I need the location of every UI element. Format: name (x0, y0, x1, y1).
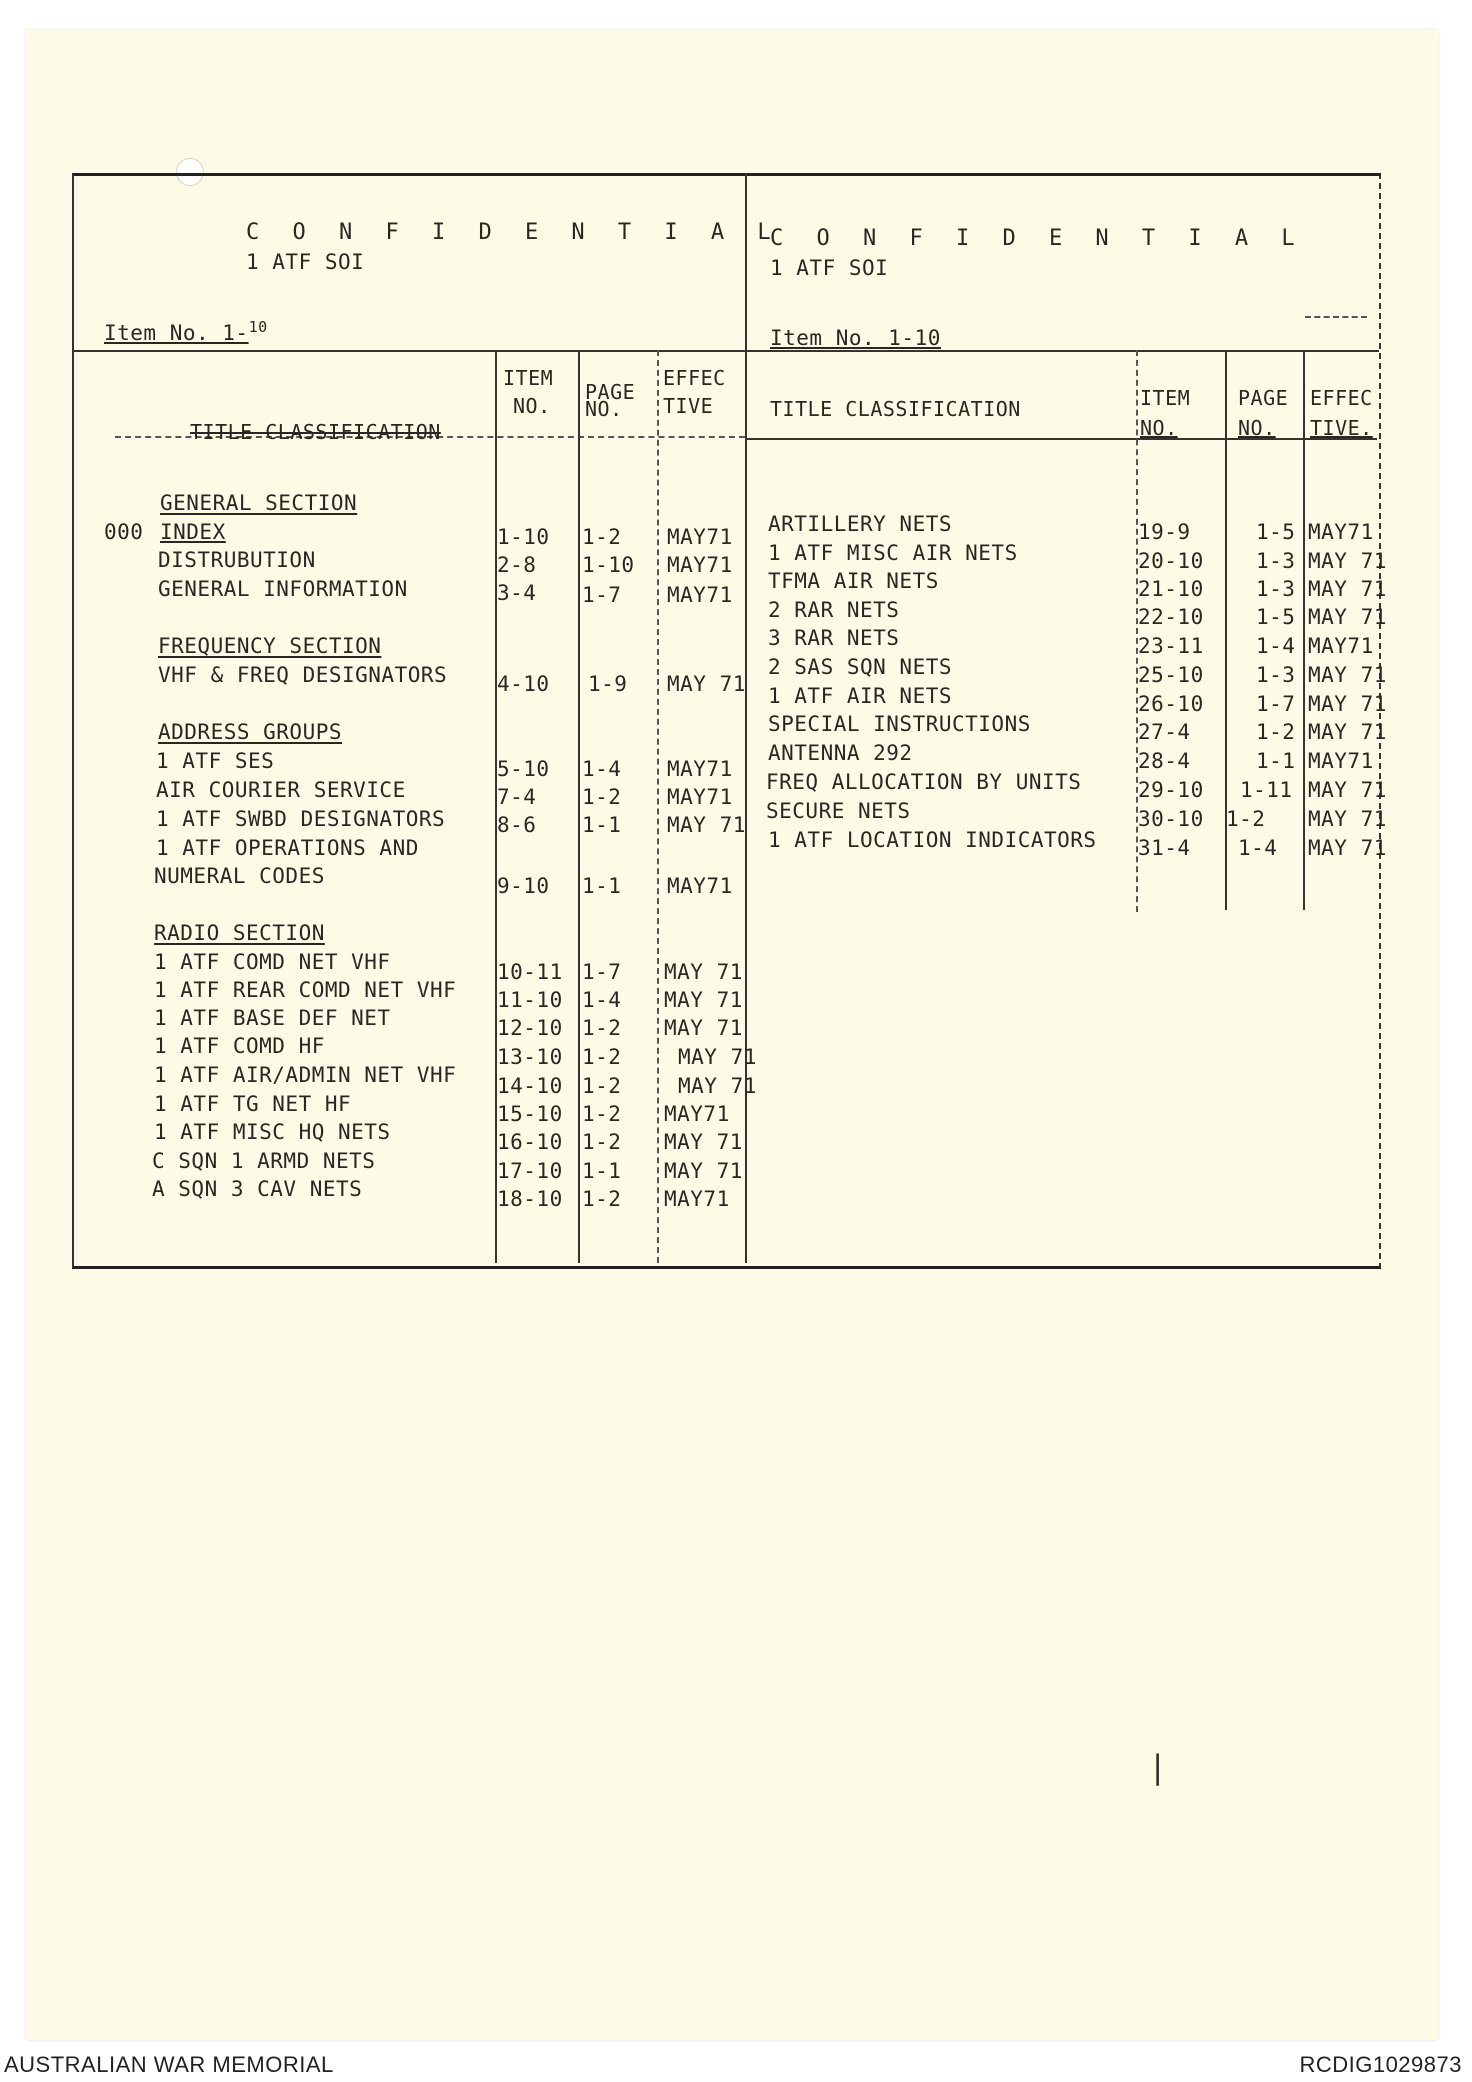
left-row-eff: MAY71 (667, 583, 733, 607)
left-row-page: 1-2 (582, 1074, 622, 1098)
item-number-left-sup: 10 (248, 318, 268, 336)
left-row-page: 1-7 (582, 960, 622, 984)
right-row-item: 29-10 (1138, 778, 1204, 802)
left-row-eff: MAY 71 (664, 1016, 743, 1040)
left-row-title: VHF & FREQ DESIGNATORS (158, 663, 448, 687)
right-row-item: 25-10 (1138, 663, 1204, 687)
right-row-title: SECURE NETS (766, 799, 911, 823)
unit-right: 1 ATF SOI (770, 256, 889, 280)
left-row-title: 1 ATF SES (156, 749, 275, 773)
section-general: GENERAL SECTION (160, 491, 358, 515)
item-number-right: Item No. 1-10 (770, 326, 941, 350)
left-row-title: 1 ATF OPERATIONS AND (156, 836, 419, 860)
left-row-title: 1 ATF MISC HQ NETS (154, 1120, 391, 1144)
left-row-page: 1-2 (582, 1187, 622, 1211)
left-row-eff: MAY 71 (667, 813, 746, 837)
right-row-page: 1-3 (1256, 577, 1296, 601)
right-row-item: 23-11 (1138, 634, 1204, 658)
left-row-item: 3-4 (497, 581, 537, 605)
left-row-item: 5-10 (497, 757, 550, 781)
left-row-eff: MAY 71 (678, 1045, 757, 1069)
right-row-eff: MAY 71 (1308, 778, 1387, 802)
left-row-title: INDEX (160, 520, 226, 544)
right-row-eff: MAY71 (1308, 520, 1374, 544)
right-row-item: 21-10 (1138, 577, 1204, 601)
right-row-title: FREQ ALLOCATION BY UNITS (766, 770, 1082, 794)
right-row-item: 26-10 (1138, 692, 1204, 716)
left-row-page: 1-2 (582, 1045, 622, 1069)
unit-left: 1 ATF SOI (246, 250, 365, 274)
col-eff-left-2: TIVE (663, 394, 714, 418)
left-row-item: 11-10 (497, 988, 563, 1012)
right-row-page: 1-5 (1256, 520, 1296, 544)
left-row-page: 1-1 (582, 1159, 622, 1183)
col-eff-right-2: TIVE. (1310, 416, 1373, 440)
right-row-title: TFMA AIR NETS (768, 569, 939, 593)
col-item-right-1: ITEM (1140, 386, 1191, 410)
header-dash-mark (1305, 316, 1367, 318)
col-eff-left-1: EFFEC (663, 366, 726, 390)
left-row-title: 1 ATF BASE DEF NET (154, 1006, 391, 1030)
right-row-eff: MAY 71 (1308, 692, 1387, 716)
header-rule-right (747, 350, 1379, 352)
left-row-item: 4-10 (497, 672, 550, 696)
col-item-right-2: NO. (1140, 416, 1178, 440)
left-row-item: 16-10 (497, 1130, 563, 1154)
footer-right: RCDIG1029873 (1299, 2052, 1462, 2077)
left-row-title: GENERAL INFORMATION (158, 577, 408, 601)
right-row-eff: MAY 71 (1308, 605, 1387, 629)
left-row-eff: MAY71 (664, 1187, 730, 1211)
left-row-page: 1-2 (582, 785, 622, 809)
pen-tick-mark: | (1148, 1748, 1168, 1786)
item-number-left-prefix: Item No. 1- (104, 321, 249, 345)
right-row-eff: MAY 71 (1308, 549, 1387, 573)
col-page-left-2: NO. (585, 397, 623, 421)
center-divider (745, 173, 747, 1263)
right-row-item: 30-10 (1138, 807, 1204, 831)
right-row-page: 1-3 (1256, 549, 1296, 573)
right-row-page: 1-11 (1240, 778, 1293, 802)
footer-left: AUSTRALIAN WAR MEMORIAL (4, 2052, 334, 2077)
right-row-eff: MAY 71 (1308, 720, 1387, 744)
col-page-right-1: PAGE (1238, 386, 1289, 410)
left-row-item: 18-10 (497, 1187, 563, 1211)
col-page-left-1: PAGE (585, 380, 636, 404)
left-row-eff: MAY71 (667, 525, 733, 549)
left-row-eff: MAY 71 (664, 988, 743, 1012)
left-row-title: 1 ATF AIR/ADMIN NET VHF (154, 1063, 457, 1087)
left-row-eff: MAY 71 (678, 1074, 757, 1098)
left-row-title: 1 ATF COMD HF (154, 1034, 325, 1058)
right-row-title: 1 ATF MISC AIR NETS (768, 541, 1018, 565)
right-row-title: 2 SAS SQN NETS (768, 655, 953, 679)
right-row-item: 28-4 (1138, 749, 1191, 773)
left-row-title: AIR COURIER SERVICE (156, 778, 406, 802)
column-header-rule-right (747, 438, 1377, 440)
left-row-item: 15-10 (497, 1102, 563, 1126)
left-row-title: 1 ATF REAR COMD NET VHF (154, 978, 457, 1002)
left-row-eff: MAY 71 (664, 960, 743, 984)
left-row-title: NUMERAL CODES (154, 864, 325, 888)
left-row-page: 1-1 (582, 813, 622, 837)
left-row-page: 1-4 (582, 757, 622, 781)
col-title-left: TITLE CLASSIFICATION (190, 420, 441, 444)
right-row-item: 22-10 (1138, 605, 1204, 629)
col-eff-right-1: EFFEC (1310, 386, 1373, 410)
right-row-eff: MAY71 (1308, 749, 1374, 773)
left-row-page: 1-1 (582, 874, 622, 898)
left-row-item: 14-10 (497, 1074, 563, 1098)
col-title-right: TITLE CLASSIFICATION (770, 397, 1021, 421)
right-row-title: SPECIAL INSTRUCTIONS (768, 712, 1031, 736)
right-row-eff: MAY 71 (1308, 663, 1387, 687)
left-row-item: 2-8 (497, 553, 537, 577)
left-row-item: 12-10 (497, 1016, 563, 1040)
left-row-page: 1-9 (588, 672, 628, 696)
left-row-item: 8-6 (497, 813, 537, 837)
right-row-page: 1-4 (1256, 634, 1296, 658)
left-row-prefix: 000 (104, 520, 144, 544)
left-row-title: A SQN 3 CAV NETS (152, 1177, 363, 1201)
header-rule-left (72, 350, 747, 352)
right-row-page: 1-1 (1256, 749, 1296, 773)
left-row-title: DISTRUBUTION (158, 548, 316, 572)
right-row-page: 1-4 (1238, 836, 1278, 860)
right-row-page: 1-3 (1256, 663, 1296, 687)
left-row-item: 9-10 (497, 874, 550, 898)
left-row-title: 1 ATF COMD NET VHF (154, 950, 391, 974)
right-row-item: 20-10 (1138, 549, 1204, 573)
classification-left: C O N F I D E N T I A L (246, 220, 781, 245)
right-row-item: 19-9 (1138, 520, 1191, 544)
right-row-item: 31-4 (1138, 836, 1191, 860)
left-row-title: C SQN 1 ARMD NETS (152, 1149, 376, 1173)
left-row-page: 1-4 (582, 988, 622, 1012)
left-row-eff: MAY71 (667, 874, 733, 898)
right-eff-divider (1303, 350, 1305, 910)
section-address: ADDRESS GROUPS (158, 720, 343, 744)
left-row-eff: MAY71 (667, 553, 733, 577)
right-row-title: 1 ATF AIR NETS (768, 684, 953, 708)
right-row-page: 1-7 (1256, 692, 1296, 716)
left-row-page: 1-10 (582, 553, 635, 577)
left-row-page: 1-2 (582, 1102, 622, 1126)
left-row-eff: MAY 71 (667, 672, 746, 696)
right-row-eff: MAY 71 (1308, 836, 1387, 860)
right-row-title: ANTENNA 292 (768, 741, 913, 765)
left-row-item: 13-10 (497, 1045, 563, 1069)
left-row-page: 1-2 (582, 525, 622, 549)
left-row-item: 10-11 (497, 960, 563, 984)
right-row-page: 1-2 (1226, 807, 1266, 831)
classification-right: C O N F I D E N T I A L (770, 226, 1305, 251)
right-row-eff: MAY 71 (1308, 807, 1387, 831)
left-row-title: 1 ATF SWBD DESIGNATORS (156, 807, 446, 831)
right-row-eff: MAY 71 (1308, 577, 1387, 601)
section-radio: RADIO SECTION (154, 921, 325, 945)
col-item-left-2: NO. (513, 394, 551, 418)
left-row-eff: MAY71 (667, 757, 733, 781)
left-row-item: 7-4 (497, 785, 537, 809)
right-row-title: ARTILLERY NETS (768, 512, 953, 536)
left-eff-divider (657, 350, 659, 1263)
left-row-page: 1-2 (582, 1130, 622, 1154)
right-row-page: 1-2 (1256, 720, 1296, 744)
left-row-page: 1-7 (582, 583, 622, 607)
right-row-title: 1 ATF LOCATION INDICATORS (768, 828, 1097, 852)
col-page-right-2: NO. (1238, 416, 1276, 440)
left-row-eff: MAY71 (664, 1102, 730, 1126)
right-row-eff: MAY71 (1308, 634, 1374, 658)
right-row-item: 27-4 (1138, 720, 1191, 744)
section-frequency: FREQUENCY SECTION (158, 634, 382, 658)
left-row-eff: MAY 71 (664, 1159, 743, 1183)
left-row-eff: MAY 71 (664, 1130, 743, 1154)
right-row-title: 3 RAR NETS (768, 626, 900, 650)
left-row-item: 1-10 (497, 525, 550, 549)
col-item-left-1: ITEM (503, 366, 554, 390)
left-row-page: 1-2 (582, 1016, 622, 1040)
left-row-title: 1 ATF TG NET HF (154, 1092, 352, 1116)
left-row-item: 17-10 (497, 1159, 563, 1183)
right-row-title: 2 RAR NETS (768, 598, 900, 622)
item-number-left (104, 318, 268, 345)
right-row-page: 1-5 (1256, 605, 1296, 629)
left-row-eff: MAY71 (667, 785, 733, 809)
left-page-divider (578, 350, 580, 1263)
